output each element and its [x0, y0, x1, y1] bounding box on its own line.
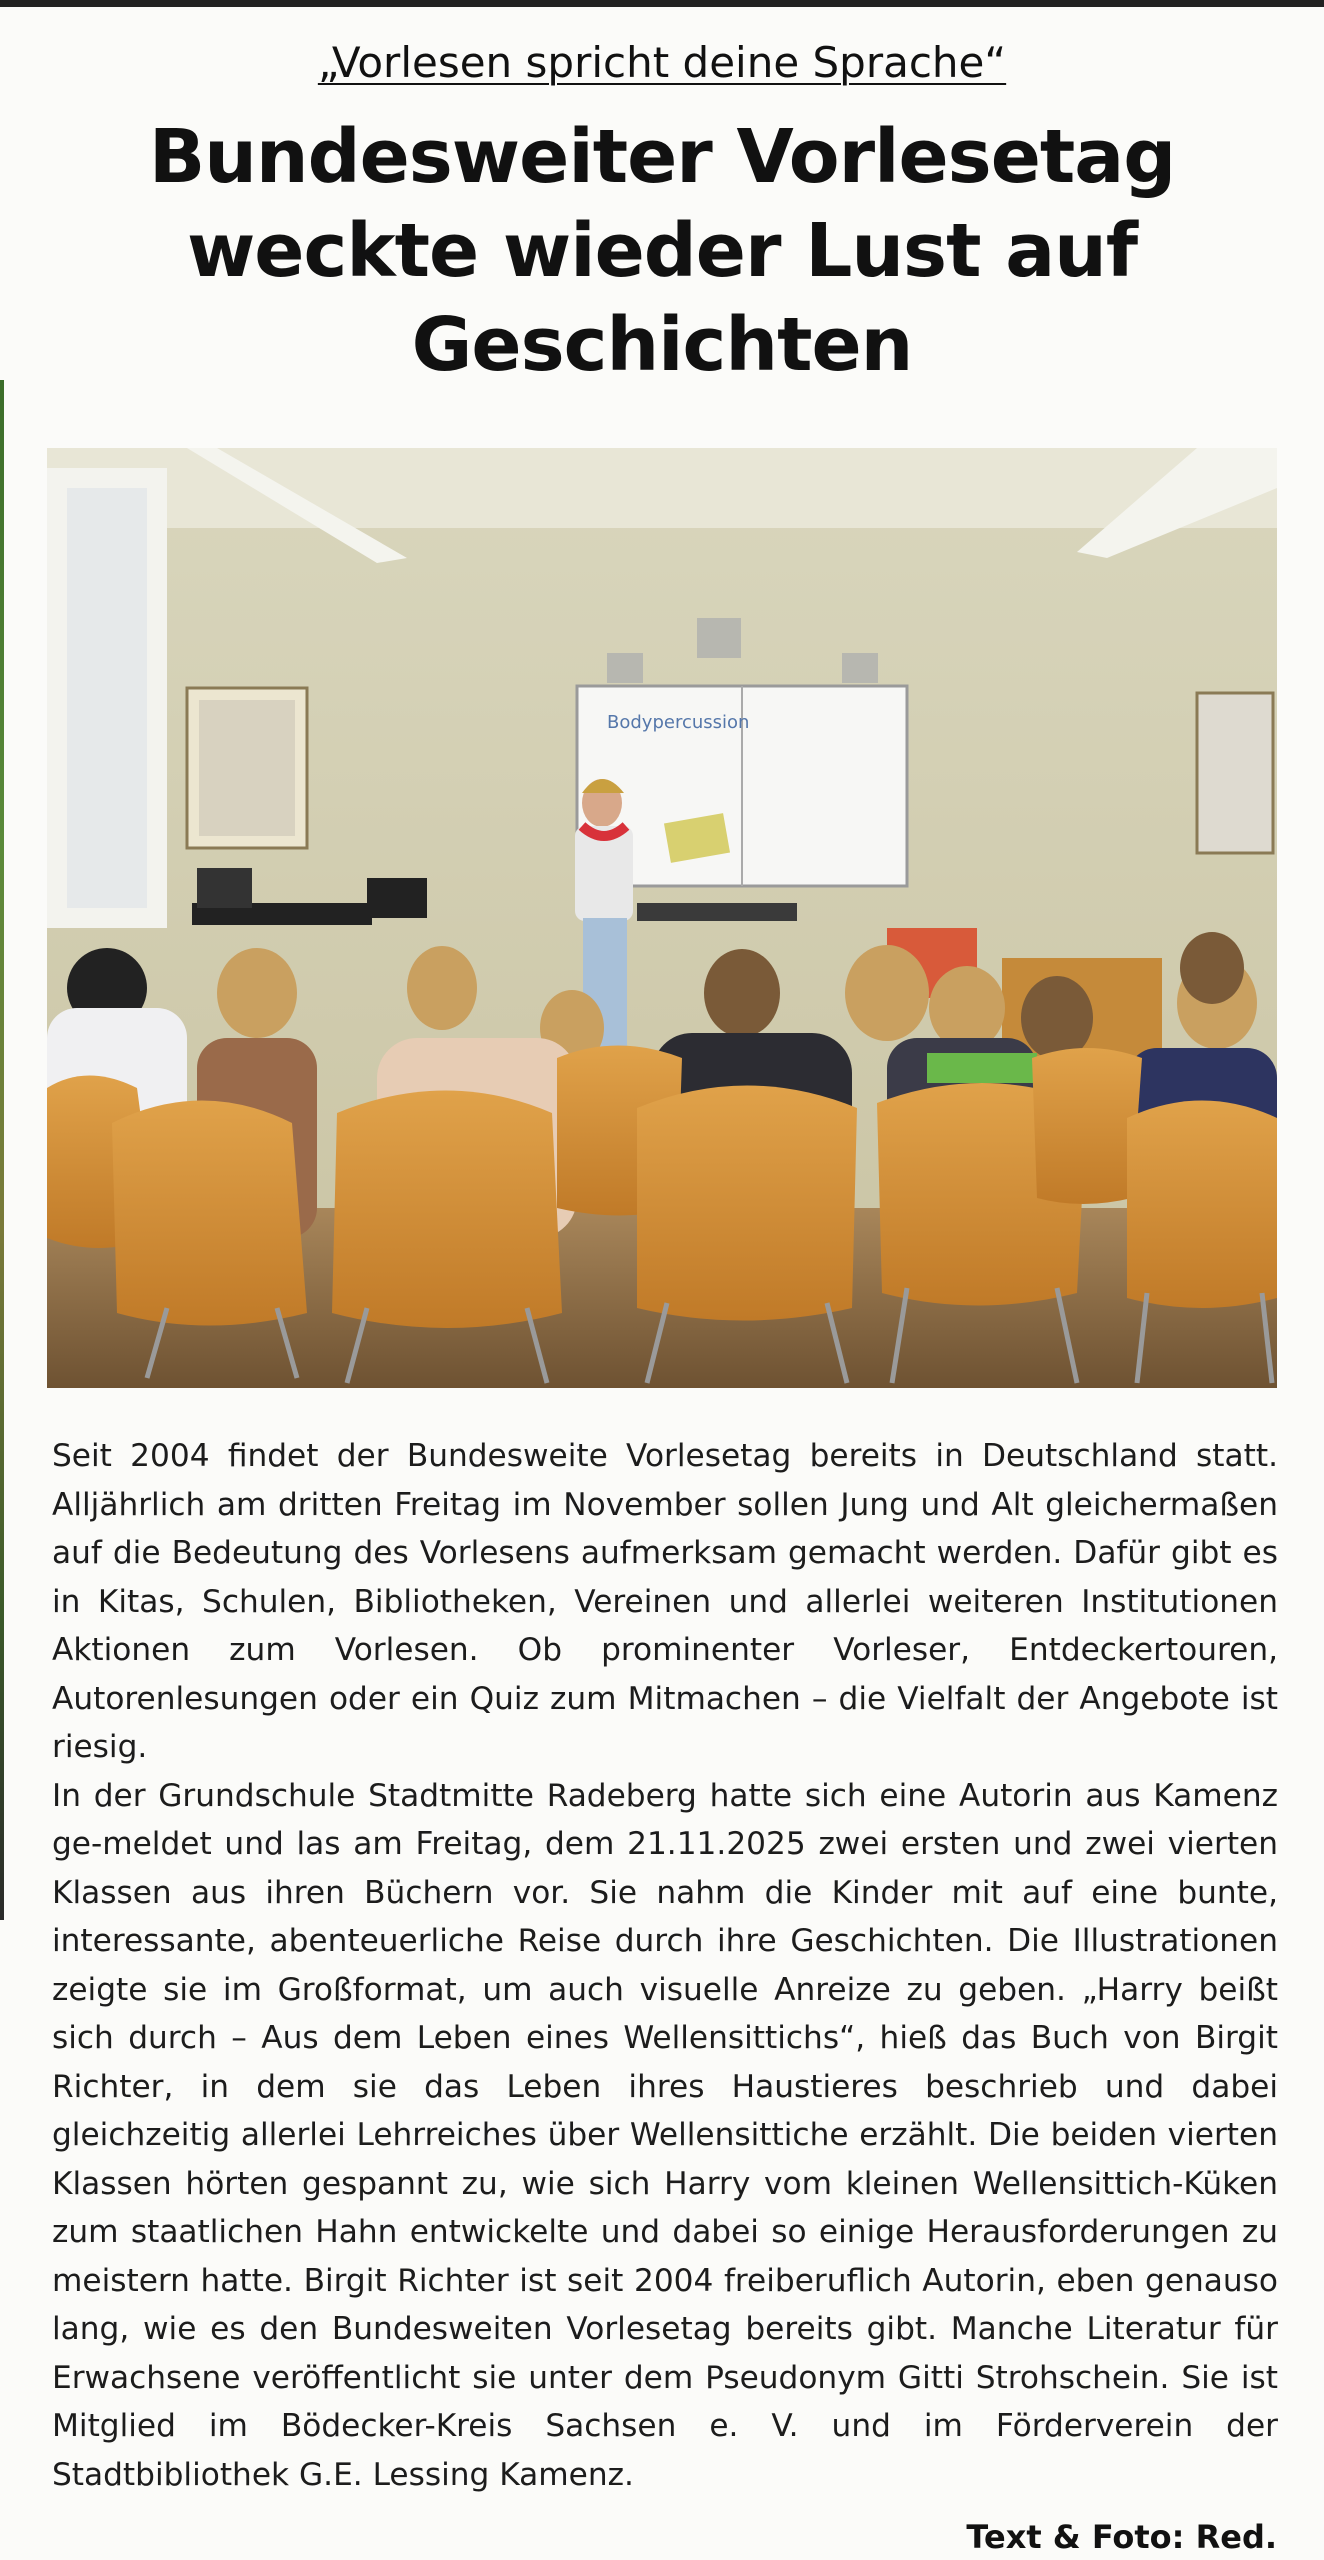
- article-paragraph: Seit 2004 findet der Bundesweite Vorlesetag bereits in Deutschland statt. Alljährlich am dritten Freitag im November sollen Jung und Alt gleichermaßen auf die Bedeutung des Vorlesens aufmerksam gemacht werden. Dafür gibt es in Kitas, Schulen, Bibliotheken, Vereinen und allerlei weiteren Institutionen Aktionen zum Vorlesen. Ob prominenter Vorleser, Entdeckertouren, Autorenlesungen oder ein Quiz zum Mitmachen – die Vielfalt der Angebote ist riesig.: [52, 1438, 1278, 1765]
- article-kicker: „Vorlesen spricht deine Sprache“: [317, 38, 1007, 87]
- photo-text-credit: Text & Foto: Red.: [966, 2518, 1277, 2556]
- article-paragraph: In der Grundschule Stadtmitte Radeberg hatte sich eine Autorin aus Kamenz ge-meldet und las am Freitag, dem 21.11.2025 zwei ersten und zwei vierten Klassen aus ihren Büchern vor. Sie nahm die Kinder mit auf eine bunte, interessante, abenteuerliche Reise durch ihre Geschichten. Die Illustrationen zeigte sie im Großformat, um auch visuelle Anreize zu geben. „Harry beißt sich durch – Aus dem Leben eines Wellensittichs“, hieß das Buch von Birgit Richter, in dem sie das Leben ihres Haustieres beschrieb und dabei gleichzeitig allerlei Lehrreiches über Wellensittiche erzählt. Die beiden vierten Klassen hörten gespannt zu, wie sich Harry vom kleinen Wellensittich-Küken zum staatlichen Hahn entwickelte und dabei so einige Herausforderungen zu meistern hatte. Birgit Richter ist seit 2004 freiberuflich Autorin, eben genauso lang, wie es den Bundesweiten Vorlesetag bereits gibt. Manche Literatur für Erwachsene veröffentlicht sie unter dem Pseudonym Gitti Strohschein. Sie ist Mitglied im Bödecker-Kreis Sachsen e. V. und im Förderverein der Stadtbibliothek G.E. Lessing Kamenz.: [52, 1777, 1278, 2493]
- classroom-photo: [47, 448, 1277, 1388]
- whiteboard-text: Bodypercussion: [607, 712, 750, 733]
- article-headline: Bundesweiter Vorlesetag weckte wieder Lust auf Geschichten: [148, 114, 1176, 388]
- article-body: [52, 1432, 1278, 2499]
- top-rule: [0, 0, 1324, 7]
- page-edge-strip: [0, 380, 4, 1920]
